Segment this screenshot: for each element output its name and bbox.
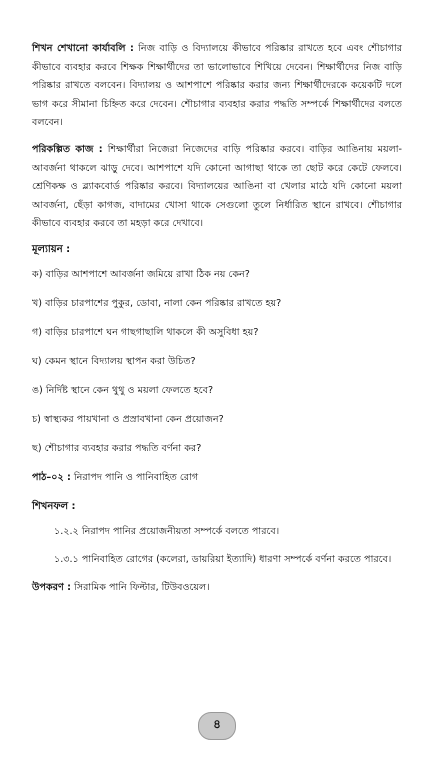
assessment-question: ঘ) কেমন স্থানে বিদ্যালয় স্থাপন করা উচিত? xyxy=(32,355,196,367)
assessment-question: ঙ) নির্দিষ্ট স্থানে কেন থুথু ও ময়লা ফেলতে হবে? xyxy=(32,384,214,396)
lesson-name: নিরাপদ পানি ও পানিবাহিত রোগ xyxy=(70,471,199,483)
assessment-heading: মূল্যায়ন : xyxy=(32,243,71,255)
teaching-activities-text: নিজ বাড়ি ও বিদ্যালয়ে কীভাবে পরিষ্কার রাখতে হবে এবং শৌচাগার কীভাবে ব্যবহার করবে শিক্ষক শিক্ষার্থীদের তা ভালোভাবে শিখিয়ে দেবেন। শিক্ষার্থীদের নিজ বাড়ি পরিষ্কার রাখতে বলবেন। বিদ্যালয় ও আশপাশে পরিষ্কার করার জন্য শিক্ষার্থীদেরকে কয়েকটি দলে ভাগ করে সীমানা চিহ্নিত করে দেবেন। শৌচাগার ব্যবহার করার পদ্ধতি সম্পর্কে শিক্ষার্থীদের বলতে বলবেন। xyxy=(32,43,403,129)
teaching-activities-paragraph xyxy=(32,40,402,133)
planned-work-text: শিক্ষার্থীরা নিজেরা নিজেদের বাড়ি পরিষ্কার করবে। বাড়ির আঙিনায় ময়লা-আবর্জনা থাকলে ঝাড়ু দেবে। আশপাশে যদি কোনো আগাছা থাকে তা ছোট করে কেটে ফেলবে। শ্রেণিকক্ষ ও ব্ল্যাকবোর্ড পরিষ্কার করবে। বিদ্যালয়ের আঙিনা বা খেলার মাঠে যদি কোনো ময়লা আবর্জনা, ছেঁড়া কাগজ, বাদামের খোসা থাকে সেগুলো তুলে নির্ধারিত স্থানে রাখবে। শৌচাগার কীভাবে ব্যবহার করবে তা মহড়া করে দেখাবে। xyxy=(32,143,402,230)
assessment-question: ছ) শৌচাগার ব্যবহার করার পদ্ধতি বর্ণনা কর? xyxy=(32,442,202,454)
assessment-question: চ) স্বাস্থ্যকর পায়খানা ও প্রস্রাবখানা কেন প্রয়োজন? xyxy=(32,413,224,425)
page-content xyxy=(32,40,402,597)
assessment-question: ক) বাড়ির আশপাশে আবর্জনা জমিয়ে রাখা ঠিক নয় কেন? xyxy=(32,268,250,280)
learning-outcomes-heading: শিখনফল : xyxy=(32,500,76,512)
teaching-activities-label: শিখন শেখানো কার্যাবলি : xyxy=(32,43,134,54)
learning-outcome-item: ১.২.২ নিরাপদ পানির প্রয়োজনীয়তা সম্পর্কে বলতে পারবে। xyxy=(54,525,280,537)
page-number-badge: ৪ xyxy=(198,712,236,740)
lesson-label: পাঠ–০২ : xyxy=(32,471,71,483)
assessment-question: খ) বাড়ির চারপাশের পুকুর, ডোবা, নালা কেন পরিষ্কার রাখতে হয়? xyxy=(32,297,282,309)
planned-work-paragraph xyxy=(32,141,402,234)
materials-label: উপকরণ : xyxy=(32,581,71,593)
lesson-title xyxy=(32,469,402,487)
assessment-question: গ) বাড়ির চারপাশে ঘন গাছগাছালি থাকলে কী অসুবিধা হয়? xyxy=(32,326,259,338)
materials-line xyxy=(32,579,402,597)
materials-text: সিরামিক পানি ফিল্টার, টিউবওয়েল। xyxy=(70,581,210,593)
planned-work-label: পরিকল্পিত কাজ : xyxy=(32,143,103,155)
learning-outcome-item: ১.৩.১ পানিবাহিত রোগের (কলেরা, ডায়রিয়া ইত্যাদি) ধারণা সম্পর্কে বর্ণনা করতে পারবে। xyxy=(54,553,392,565)
